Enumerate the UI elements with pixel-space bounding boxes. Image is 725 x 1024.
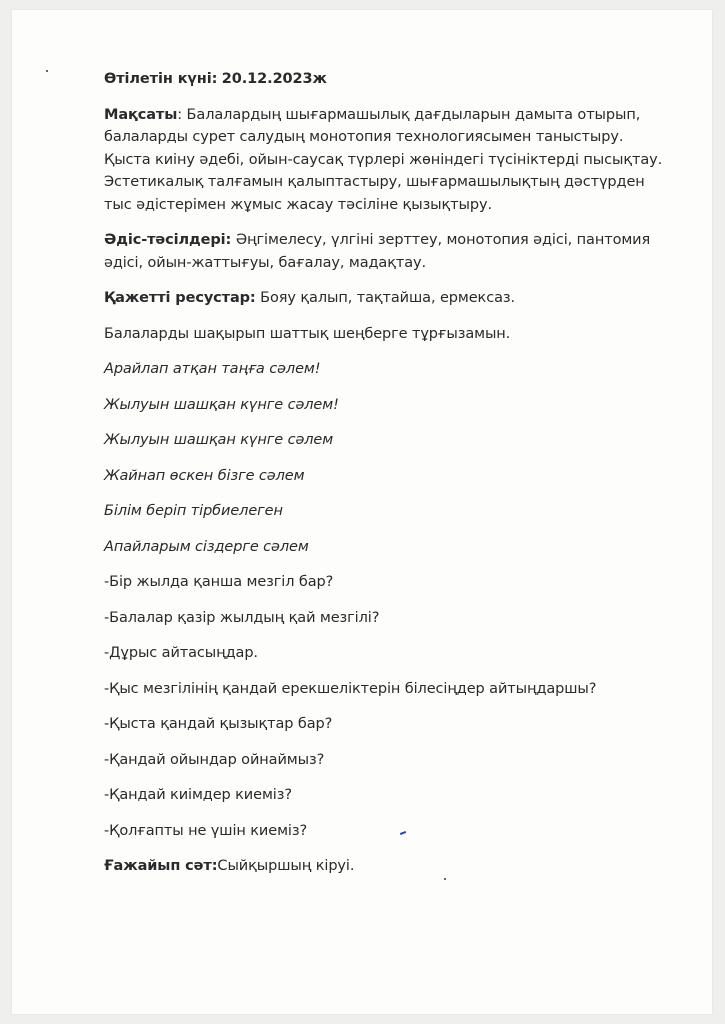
poem-line: Жылуын шашқан күнге сәлем [104, 432, 334, 448]
question-line: -Қыс мезгілінің қандай ерекшеліктерін білесіңдер айтыңдаршы? [104, 680, 597, 697]
document-body [104, 68, 664, 891]
resources-text: Бояу қалып, тақтайша, ермексаз. [255, 290, 515, 306]
goal-label: Мақсаты [104, 106, 178, 123]
question-line: -Бір жылда қанша мезгіл бар? [104, 574, 334, 590]
methods-text: Әңгімелесу, үлгіні зерттеу, монотопия әдісі, пантомия әдісі, ойын-жаттығуы, бағалау, мадақтау. [104, 232, 651, 271]
magic-label: Ғажайып сәт: [104, 858, 218, 874]
magic-moment [104, 855, 664, 878]
methods-paragraph [104, 229, 664, 274]
poem-line: Білім беріп тірбиелеген [104, 503, 283, 519]
question-line: -Дұрыс айтасыңдар. [104, 645, 258, 661]
magic-text: Сыйқыршың кіруі. [217, 858, 355, 874]
question-line: -Қандай ойындар ойнаймыз? [104, 751, 325, 768]
goal-paragraph [104, 104, 664, 217]
scan-speck [46, 70, 48, 72]
poem-line: Арайлап атқан таңға сәлем! [104, 361, 321, 377]
resources-label: Қажетті ресустар: [104, 290, 256, 306]
lesson-date [104, 68, 664, 91]
date-value: 20.12.2023ж [221, 71, 327, 87]
resources-paragraph [104, 287, 664, 310]
intro-line: Балаларды шақырып шаттық шеңберге тұрғызамын. [104, 325, 511, 342]
goal-text: : Балалардың шығармашылық дағдыларын дамыта отырып, балаларды сурет салудың монотопия технологиясымен таныстыру. Қыста киіну әдебі, ойын-саусақ түрлері жөніндегі түсініктерді пысықтау. Эстетикалық талғамын қалыптастыру, шығармашылықтың дәстүрден тыс әдістерімен жұмыс жасау тәсіліне қызықтыру. [104, 106, 663, 213]
document-page [12, 10, 712, 1014]
question-line: -Қолғапты не үшін киеміз? [104, 822, 308, 839]
poem-line: Жылуын шашқан күнге сәлем! [104, 396, 339, 413]
question-line: -Балалар қазір жылдың қай мезгілі? [104, 609, 380, 626]
question-line: -Қандай киімдер киеміз? [104, 787, 292, 803]
methods-label: Әдіс-тәсілдері: [104, 232, 232, 248]
question-line: -Қыста қандай қызықтар бар? [104, 716, 333, 732]
poem-line: Жайнап өскен бізге сәлем [104, 467, 305, 484]
date-label: Өтілетін күні: [104, 71, 218, 87]
poem-line: Апайларым сіздерге сәлем [104, 538, 309, 555]
